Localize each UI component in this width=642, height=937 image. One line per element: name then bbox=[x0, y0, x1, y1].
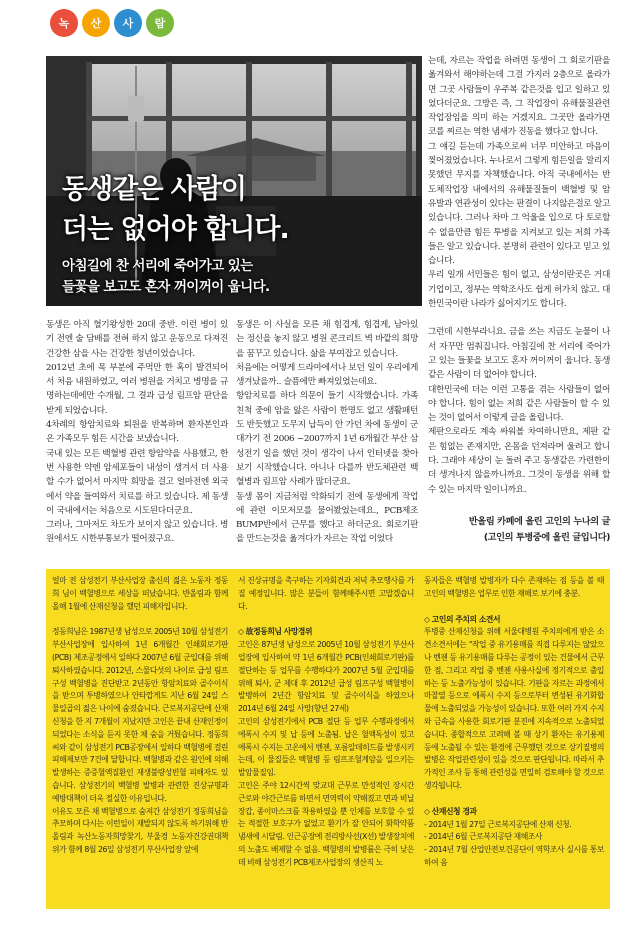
section-heading: ◇ 고인의 주치의 소견서 bbox=[424, 614, 501, 624]
paragraph: 는데, 자르는 작업을 하려면 동생이 그 회로기판을 옮겨와서 해야하는데 그걸 가지러 2층으로 올라가면 그곳 사람들이 우주복 같은것을 입고 일하고 있었다더군요. 그방은 즉, 그 작업장이 유해물질관련 작업장임을 의미 하는 거겠지요. 그곳만 올라가면 코를 찌르는 역한 냄새가 진동을 했다고 합니다. bbox=[428, 56, 610, 138]
paragraph: 4차례의 항암치료와 퇴원을 반복하며 환자본인과 온 가족모두 힘든 시간을 보냈습니다. bbox=[46, 420, 228, 445]
info-column-3 bbox=[424, 575, 604, 870]
paragraph: 고인은 87년생 남성으로 2005년 10월 삼성전기 부산사업장에 입사하여 약 1년 6개월간 PCB(인쇄회로기판)를 절단하는 등 업무를 수행하다가 2007년 5월 군입대를 위해 퇴사, 군 제대 후 2012년 급성 림프구성 백혈병이 발병하여 2년간 항암치료 및 골수이식을 하였으나 2014년 6월 24일 사망(향년 27세) bbox=[238, 640, 414, 714]
subhead-line: 아침길에 찬 서리에 죽어가고 있는 bbox=[62, 258, 253, 274]
paragraph: 정동희님은 1987년생 남성으로 2005년 10월 삼성전기 부산사업장에 입사하여 1년 6개월간 인쇄회로기판(PCB) 제조공정에서 일하다 2007년 6월 군입대를 위해 퇴사하였습니다. 2012년, 스물다섯의 나이로 급성 림프구성 백혈병을 진단받고 2년동안 항암치료와 골수이식을 받으며 투병하였으나 안타깝게도 지난 6월 24일 스물일곱의 젊은 나이에 숨졌습니다. 근로복지공단에 산재신청을 한 지 7개월이 지났지만 고인은 끝내 산재인정이 되었다는 소식을 듣지 못한 채 숨을 거뒀습니다. 정동희 씨와 같이 삼성전기 PCB공장에서 일하다 백혈병에 걸린 피해제보만 7건에 달합니다. 백혈병과 같은 원인에 의해 발생하는 증증혈액질환인 재생불량성빈혈 피해자도 있습니다. 삼성전기의 백혈병 발병과 관련한 진상규명과 예방대책이 더욱 절실한 이유입니다. bbox=[52, 627, 228, 803]
tag-letter: 산 bbox=[82, 9, 110, 37]
list-item: - 2014년 1월 27일 근로복지공단에 산재 신청. bbox=[424, 819, 572, 829]
paragraph: 항암치료를 하다 의문이 들기 시작했습니다. 가족 친척 중에 암을 앓은 사람이 한명도 없고 생활패턴도 반듯했고 도무지 납득이 안 가던 차에 동생이 군대가기 전 2006 ~2007까지 1년 6개월간 부산 삼성전기 일을 했던 것이 생각이 나서 인터넷을 찾아보기 시작했습니다. 아니나 다를까 반도체관련 백혈병과 림프암 사례가 많더군요. bbox=[236, 391, 418, 488]
paragraph: 처음에는 어떻게 드라마에서나 보던 일이 우리에게 생겨났을까.. 슬픔에만 빠져있었는데요. bbox=[236, 362, 418, 388]
info-column-1 bbox=[52, 575, 228, 857]
paragraph: 그 얘길 듣는데 가족으로써 너무 미안하고 마음이 찢어졌었습니다. 누나로서 그렇게 힘든일을 말리지 못했던 무지를 자책했습니다. 아직 국내에서는 반도체작업장 내에서의 유해물질들이 백혈병 및 암 유발과 연관성이 있다는 판결이 나지않은걸로 알고 있습니다. 그러나 차마 그 억울을 입으로 다 토로할 수 없을만큼 힘든 투병을 지켜보고 있는 저희 가족들은 알고 있습니다. 분명히 관련이 있다고 믿고 있습니다. bbox=[428, 141, 610, 267]
series-tag bbox=[50, 9, 174, 37]
caption-line: (고인의 투병중에 올린 글입니다) bbox=[483, 532, 610, 543]
info-column-2 bbox=[238, 575, 414, 870]
list-item: - 2014년 6월 근로복지공단 재해조사 bbox=[424, 832, 543, 842]
letter-column-2 bbox=[236, 318, 418, 547]
paragraph: 제판으로라도 계속 싸워볼 차여하니만요, 제판 같은 힘없는 존재지만, 온몸을 던져라며 울려고 합니다. 그래야 세상이 눈 돌려 주고 동생같은 가련한이 더 생겨나지 않을까니까요. 그것이 동생을 위해 할 수 있는 마지막 일이니까요. bbox=[428, 427, 610, 495]
paragraph: 얼마 전 삼성전기 부산사업장 출신의 젊은 노동자 정동희 님이 백혈병으로 세상을 떠났습니다. 반올림과 함께 올해 1월에 산재신청을 했던 피해자입니다. bbox=[52, 576, 228, 611]
tag-letter: 녹 bbox=[50, 9, 78, 37]
paragraph: 그러나, 그마저도 차도가 보이지 않고 있습니다. 병원에서도 시한부통보가 떨어졌구요. bbox=[46, 520, 228, 545]
paragraph: 우리 일개 서민들은 힘이 없고, 삼성이란곳은 거대기업이고, 정부는 역학조사도 쉽게 허가치 않고. 대한민국이란 나라가 싫어지기도 합니다. bbox=[428, 270, 610, 310]
info-box bbox=[46, 569, 610, 909]
paragraph: 고인의 삼성전기에서 PCB 절단 등 업무 수행과정에서 에폭시 수지 및 납 등에 노출됨. 납은 혈액독성이 있고 에폭시 수지는 고온에서 벤젠, 포름알데히드를 발생시키는데, 이 물질들은 백혈병 등 림프조혈계암을 일으키는 발암물질임. bbox=[238, 716, 414, 778]
headline-line: 더는 없어야 합니다. bbox=[62, 214, 289, 245]
paragraph: 고인은 주야 12시간씩 맞교대 근무로 만성적인 장시간 근로와 야간근로를 하면서 면역력이 약해졌고 면과 비닐장갑, 종이마스크를 착용하였을 뿐 인체를 보호할 수 있는 적절한 보호구가 없었고 환기가 잘 안되어 화학약품 냄새에 시달림. 인근공장에 전리방사선(X선) 발생장치에의 노출도 배제할 수 없음. 백혈병의 발병률은 극히 낮은데 비해 삼성전기 PCB제조사업장의 생산직 노 bbox=[238, 780, 415, 867]
paragraph: 동생 몸이 지금처럼 악화되기 전에 동생에게 작업에 관련 이모저모를 물어봤었는데요., PCB제조 BUMP반에서 근무를 했다고 하더군요. 회로기판을 만드는것을 옮겨다가 자르는 작업 이었다 bbox=[236, 491, 418, 545]
caption-line: 반올림 카페에 올린 고인의 누나의 글 bbox=[468, 516, 610, 527]
paragraph: 동생은 이 사실을 모른 채 힘겹게, 힘겹게, 남아있는 정신을 놓지 않고 병원 콘크리트 벽 바깥의 희망을 꿈꾸고 있습니다. 삶을 부여잡고 있습니다. bbox=[236, 320, 418, 359]
letter-column-1 bbox=[46, 318, 228, 547]
paragraph: 그런데 시한부라니요. 금을 쓰는 지금도 눈물이 나서 자꾸만 멈춰집니다. 아침길에 찬 서리에 죽어가고 있는 들꽃을 보고도 혼자 꺼이꺼이 웁니다. 동생같은 사람이 더 없어야 합니다. bbox=[428, 327, 610, 381]
paragraph: 2012년 초에 목 부분에 주먹만 한 혹이 발견되어서 처음 내원하였고, 여러 병원을 거치고 병명을 규명하는데에만 수개월, 그 결과 급성 림프암 판단을 받게 되었습니다. bbox=[46, 362, 228, 416]
paragraph: 투병중 산재신청을 위해 서울대병원 주치의에게 받은 소견소견서에는 "작업 중 유기용매를 직접 다루지는 않았으나 벤젠 등 유기용매를 다루는 공정이 있는 건물에서 근무한 점, 그리고 작업 중 벤젠 사용사실에 정기적으로 출입하는 등 노출가능성이 있습니다. 기판을 자르는 과정에서 마찰열 등으로 에폭시 수지 등으로부터 변성된 유기화합물에 노출되었을 가능성이 있습니다. 또한 여러 가지 수지와 금속을 사용한 회로기판 분진에 지속적으로 노출되었습니다. 종합적으로 고려해 볼 때 상기 환자는 유기용제 등에 노출될 수 있는 환경에 근무했던 것으로 상기질병의 발병은 작업관련성이 있을 것으로 판단됩니다. 따라서 추가적인 조사 등 통해 관련성을 면밀히 검토해야 할 것으로 생각됩니다. bbox=[424, 627, 604, 790]
letter-caption bbox=[432, 514, 610, 546]
letter-column-3 bbox=[428, 54, 610, 497]
list-item: - 2014년 7월 산업안전보건공단이 역학조사 실시를 통보하여 옴 bbox=[424, 845, 604, 867]
tag-letter: 사 bbox=[114, 9, 142, 37]
paragraph: 서 진상규명을 촉구하는 기자회견과 저녁 추모행사를 가질 예정입니다. 많은 분들이 함께해주시면 고맙겠습니다. bbox=[238, 576, 414, 611]
headline-line: 동생같은 사람이 bbox=[62, 174, 246, 205]
article-subhead bbox=[62, 256, 270, 298]
subhead-line: 들꽃을 보고도 혼자 꺼이꺼이 웁니다. bbox=[62, 279, 270, 295]
paragraph: 대한민국에 더는 이런 고통을 겪는 사람들이 없어야 합니다. 힘이 없는 저희 같은 사람들이 할 수 있는 것이 없어서 이렇게 글을 올립니다. bbox=[428, 384, 610, 424]
paragraph: 이유도 모른 채 백혈병으로 숨져간 삼성전기 정동희님을 추모하며 다시는 이런일이 재발되지 않도록 하기위해 반올림과 녹산노동자희망찾기, 부울경 노동자건강권대책위가 함께 8월 26일 삼성전기 부산사업장 앞에 bbox=[52, 806, 228, 854]
paragraph: 동자들은 백혈병 발병자가 다수 존재하는 점 등을 볼 때 고인의 백혈병은 업무로 인한 재해로 보기에 충분. bbox=[424, 576, 604, 598]
section-heading: ◇ 故정동희님 사망경위 bbox=[238, 627, 313, 637]
section-heading: ◇ 산재신청 경과 bbox=[424, 806, 477, 816]
paragraph: 국내 있는 모든 백혈병 관련 항암약을 사용했고, 한번 사용한 약엔 암세포들이 내성이 생겨서 더 사용할 수가 없어서 마지막 희망을 걸고 얼마전엔 외국에서 약을 들여와서 치료를 하고 있습니다. 제 동생이 국내에서는 처음으로 시도된다더군요. bbox=[46, 448, 228, 516]
paragraph: 동생은 아직 혈기왕성한 20대 중반. 이런 병이 있기 전엔 술 담배를 전혀 하지 않고 운동으로 다져진 건강한 삼을 사는 건강한 청년이었습니다. bbox=[46, 320, 228, 359]
tag-letter: 람 bbox=[146, 9, 174, 37]
article-headline bbox=[62, 170, 289, 250]
